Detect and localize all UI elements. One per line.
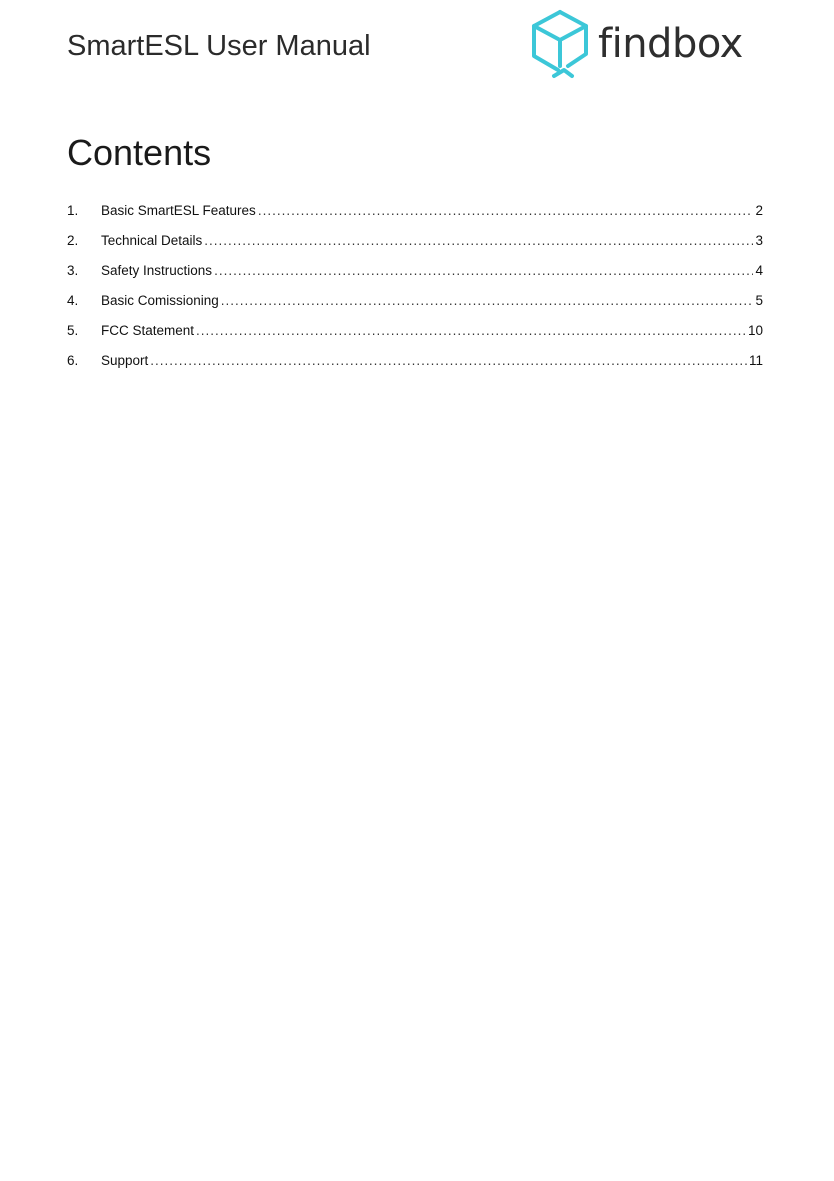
findbox-wordmark: findbox (598, 21, 743, 67)
toc-entry-label[interactable]: FCC Statement (101, 323, 195, 338)
findbox-logo (528, 6, 768, 82)
toc-entry-number: 6. (67, 353, 79, 368)
toc-entry-label[interactable]: Support (101, 353, 149, 368)
toc-entry-label[interactable]: Basic SmartESL Features (101, 203, 256, 218)
toc-entry-safety-instructions[interactable] (67, 263, 763, 293)
toc-entry-label[interactable]: Technical Details (101, 233, 203, 248)
toc-entry-technical-details[interactable] (67, 233, 763, 263)
table-of-contents (67, 203, 763, 383)
toc-entry-number: 3. (67, 263, 79, 278)
toc-entry-number: 4. (67, 293, 79, 308)
document-title: SmartESL User Manual (67, 30, 371, 62)
toc-leader-dots (221, 293, 754, 308)
toc-entry-support[interactable] (67, 353, 763, 383)
toc-leader-dots (214, 263, 753, 278)
toc-entry-page[interactable]: 10 (747, 323, 763, 338)
toc-entry-number: 2. (67, 233, 79, 248)
toc-entry-basic-smartesl-features[interactable] (67, 203, 763, 233)
findbox-cube-icon (528, 8, 592, 80)
toc-entry-page[interactable]: 11 (748, 353, 763, 368)
toc-entry-basic-comissioning[interactable] (67, 293, 763, 323)
toc-leader-dots (150, 353, 747, 368)
contents-heading: Contents (67, 132, 212, 173)
toc-entry-page[interactable]: 4 (755, 263, 763, 278)
toc-entry-label[interactable]: Safety Instructions (101, 263, 213, 278)
toc-entry-fcc-statement[interactable] (67, 323, 763, 353)
toc-leader-dots (204, 233, 753, 248)
toc-entry-number: 5. (67, 323, 79, 338)
toc-entry-page[interactable]: 2 (755, 203, 763, 218)
toc-entry-page[interactable]: 3 (755, 233, 763, 248)
toc-entry-label[interactable]: Basic Comissioning (101, 293, 219, 308)
toc-leader-dots (196, 323, 746, 338)
toc-entry-number: 1. (67, 203, 79, 218)
toc-leader-dots (258, 203, 754, 218)
toc-entry-page[interactable]: 5 (755, 293, 763, 308)
